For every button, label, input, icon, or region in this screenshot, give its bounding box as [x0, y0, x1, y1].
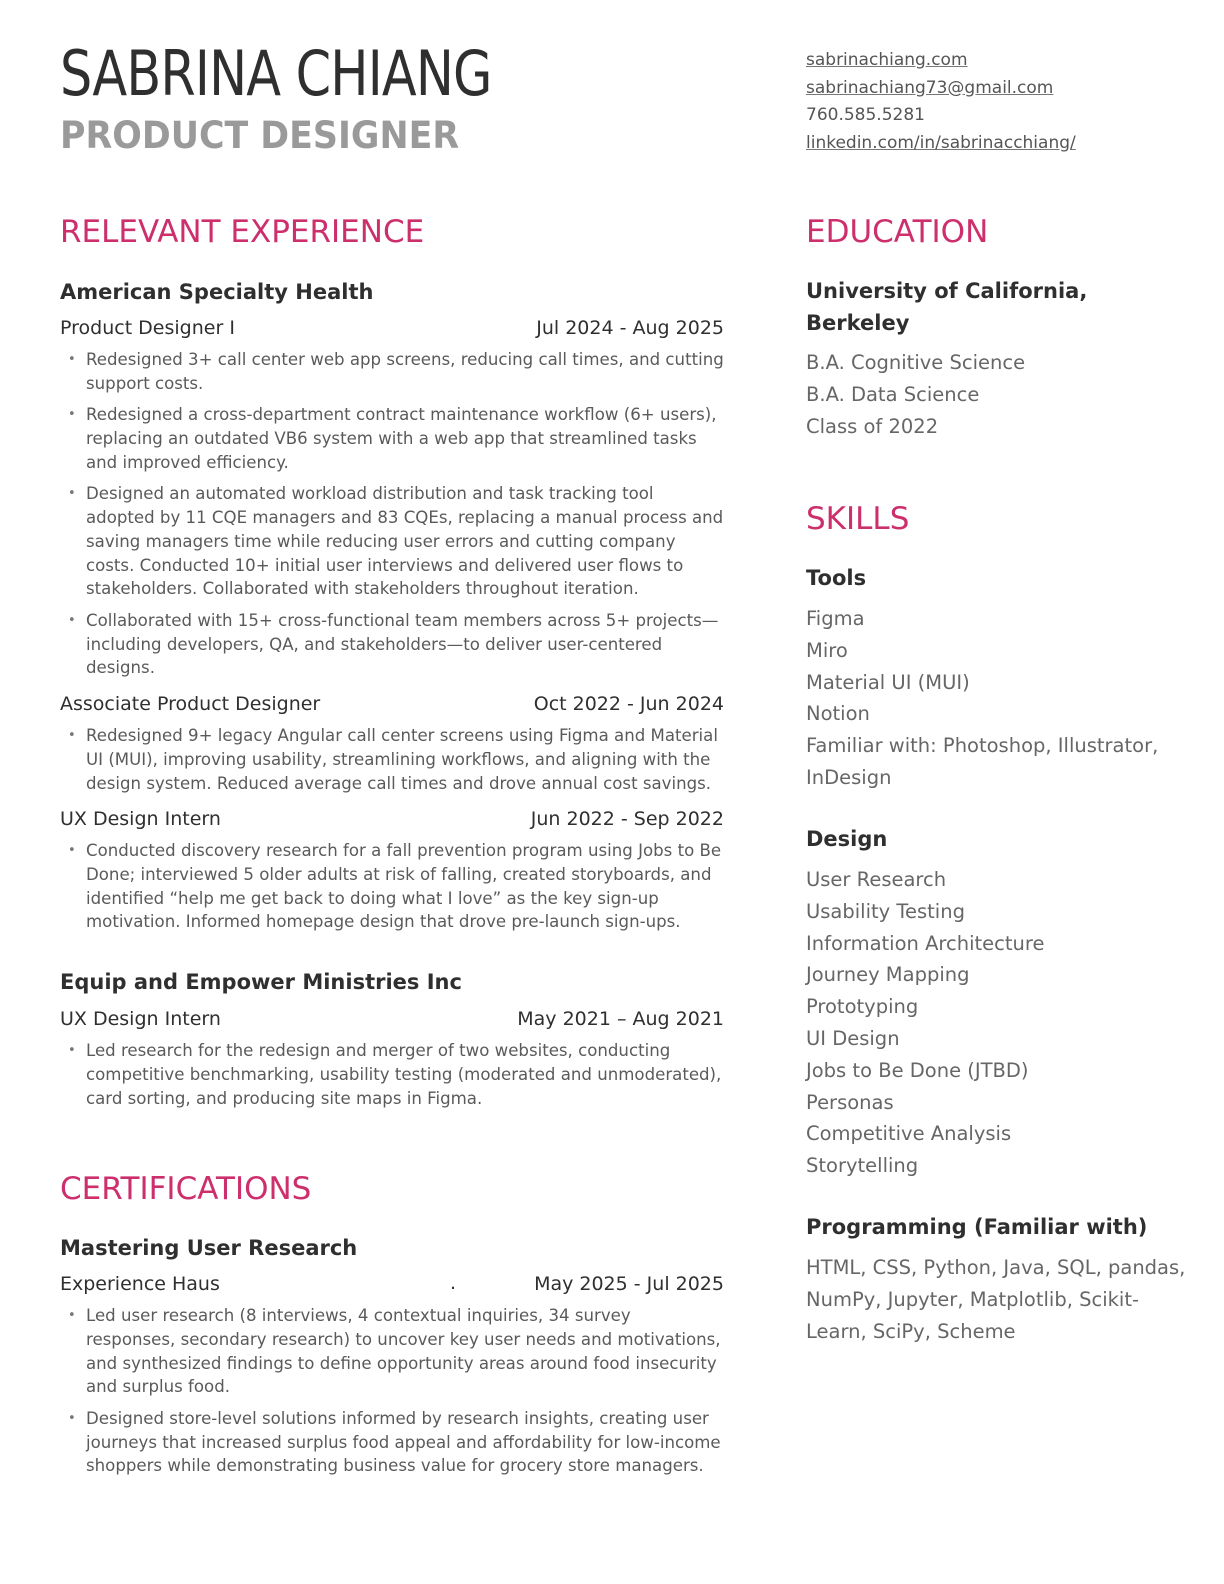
certification-dates: May 2025 - Jul 2025 [534, 1273, 724, 1295]
certification-row [60, 1272, 724, 1296]
bullet-item: • Designed an automated workload distribution and task tracking tool adopted by 11 CQE managers and 83 CQEs, replacing a manual process and saving managers time while reducing user errors and cutting company costs. Conducted 10+ initial user interviews and delivered user flows to stakeholders. Collaborated with stakeholders throughout iteration. [60, 482, 724, 601]
bullet-item: • Conducted discovery research for a fall prevention program using Jobs to Be Done; interviewed 5 older adults at risk of falling, created storyboards, and identified “help me get back to doing what I love” as the key sign-up motivation. Informed homepage design that drove pre-launch sign-ups. [60, 839, 724, 934]
certification-name: Mastering User Research [60, 1236, 358, 1260]
programming-heading: Programming (Familiar with) [806, 1215, 1148, 1239]
phone-number: 760.585.5281 [806, 105, 925, 125]
degree-item: Class of 2022 [806, 414, 939, 438]
org-name: Equip and Empower Ministries Inc [60, 970, 462, 994]
skill-item: Miro [806, 638, 848, 662]
role-bullets [60, 348, 724, 688]
role-bullets [60, 1039, 724, 1118]
degree-list [806, 347, 1186, 442]
certification-provider: Experience Haus [60, 1273, 220, 1295]
role-title: UX Design Intern [60, 808, 221, 830]
certification-bullets [60, 1304, 724, 1486]
certification-separator: . [450, 1272, 457, 1294]
skill-item: Jobs to Be Done (JTBD) [806, 1058, 1029, 1082]
bullet-item: • Led user research (8 interviews, 4 contextual inquiries, 34 survey responses, secondary research) to uncover key user needs and motivations, and synthesized findings to define opportunity areas around food insecurity and surplus food. [60, 1304, 724, 1399]
skill-item: Storytelling [806, 1154, 919, 1178]
linkedin-link[interactable]: linkedin.com/in/sabrinacchiang/ [806, 132, 1076, 153]
skill-item: Journey Mapping [806, 963, 970, 987]
design-list [806, 864, 1186, 1182]
skill-item: Prototyping [806, 995, 919, 1019]
skill-item: User Research [806, 868, 947, 891]
design-heading: Design [806, 827, 888, 851]
skill-item: Material UI (MUI) [806, 670, 970, 694]
role-row [60, 807, 724, 831]
tools-heading: Tools [806, 566, 867, 590]
bullet-item: • Redesigned a cross-department contract maintenance workflow (6+ users), replacing an outdated VB6 system with a web app that streamlined tasks and improved efficiency. [60, 403, 724, 474]
role-row [60, 316, 724, 340]
bullet-item: • Collaborated with 15+ cross-functional team members across 5+ projects—including developers, QA, and stakeholders—to deliver user-centered designs. [60, 609, 724, 680]
education-heading: EDUCATION [806, 214, 989, 250]
role-row [60, 692, 724, 716]
bullet-item: • Redesigned 3+ call center web app screens, reducing call times, and cutting support costs. [60, 348, 724, 396]
org-name: American Specialty Health [60, 280, 374, 304]
skill-item: Notion [806, 702, 870, 726]
role-title: Associate Product Designer [60, 693, 321, 715]
skill-item: Familiar with: Photoshop, Illustrator, InDesign [806, 734, 1159, 789]
tools-list [806, 603, 1186, 794]
skill-item: Figma [806, 607, 865, 630]
skill-item: Information Architecture [806, 931, 1045, 955]
degree-item: B.A. Cognitive Science [806, 351, 1026, 374]
role-dates: May 2021 – Aug 2021 [517, 1008, 724, 1030]
bullet-item: • Designed store-level solutions informed by research insights, creating user journeys that increased surplus food appeal and affordability for low-income shoppers while demonstrating business value for grocery store managers. [60, 1407, 724, 1478]
role-dates: Jun 2022 - Sep 2022 [530, 808, 724, 830]
skill-item: Competitive Analysis [806, 1122, 1012, 1146]
skill-item: Personas [806, 1090, 894, 1114]
role-dates: Jul 2024 - Aug 2025 [536, 317, 724, 339]
role-bullets [60, 724, 724, 803]
experience-heading: RELEVANT EXPERIENCE [60, 214, 425, 250]
role-bullets [60, 839, 724, 942]
role-row [60, 1007, 724, 1031]
bullet-item: • Redesigned 9+ legacy Angular call center screens using Figma and Material UI (MUI), improving usability, streamlining workflows, and aligning with the design system. Reduced average call times and drove annual cost savings. [60, 724, 724, 795]
certifications-heading: CERTIFICATIONS [60, 1171, 312, 1207]
role-title: Product Designer I [60, 317, 235, 339]
role-title: UX Design Intern [60, 1008, 221, 1030]
resume-name: SABRINA CHIANG [60, 37, 492, 110]
degree-item: B.A. Data Science [806, 382, 980, 406]
skill-item: Usability Testing [806, 899, 965, 923]
website-link[interactable]: sabrinachiang.com [806, 50, 968, 70]
resume-title: PRODUCT DESIGNER [60, 114, 460, 157]
email-link[interactable]: sabrinachiang73@gmail.com [806, 77, 1054, 98]
skill-item: UI Design [806, 1026, 900, 1050]
bullet-item: • Led research for the redesign and merger of two websites, conducting competitive benchmarking, usability testing (moderated and unmoderated), card sorting, and producing site maps in Figma. [60, 1039, 724, 1110]
contact-block [806, 47, 1076, 157]
skills-heading: SKILLS [806, 501, 910, 537]
programming-list: HTML, CSS, Python, Java, SQL, pandas, NumPy, Jupyter, Matplotlib, Scikit-Learn, SciPy, Scheme [806, 1256, 1186, 1343]
role-dates: Oct 2022 - Jun 2024 [533, 693, 724, 715]
school-name: University of California, Berkeley [806, 279, 1088, 335]
